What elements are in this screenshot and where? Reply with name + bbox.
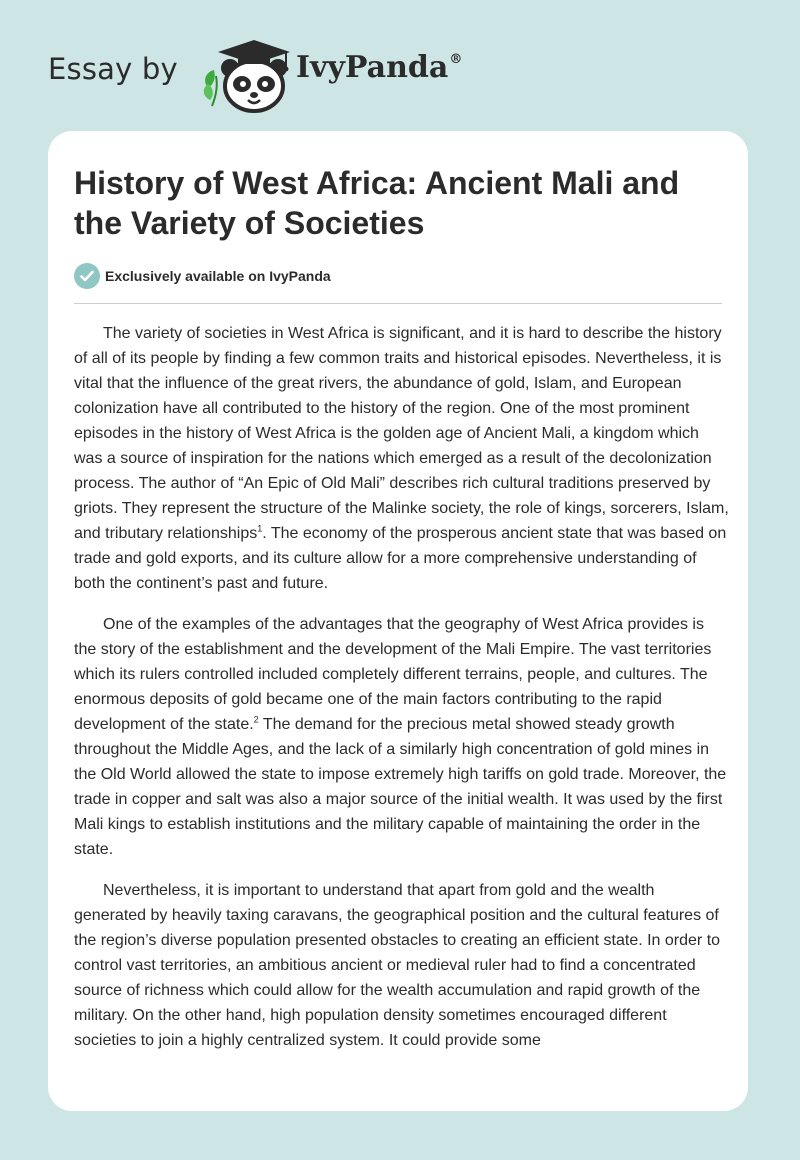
paragraph-1: [74, 321, 729, 596]
exclusive-label: Exclusively available on IvyPanda: [105, 268, 331, 284]
essay-by-label: Essay by: [48, 52, 178, 86]
paragraph-2-text-a: One of the examples of the advantages that the geography of West Africa provides is the story of the establishment and the development of the Mali Empire. The vast territories which its rulers controlled included completely different terrains, people, and cultures. The enormous deposits of gold became one of the main factors contributing to the rapid development of the state.: [74, 616, 712, 733]
paragraph-1-text-a: The variety of societies in West Africa is significant, and it is hard to describe the history of all of its people by finding a few common traits and historical episodes. Nevertheless, it is vital that the influence of the great rivers, the abundance of gold, Islam, and European colonization have all contributed to the history of the region. One of the most prominent episodes in the history of West Africa is the golden age of Ancient Mali, a kingdom which was a source of inspiration for the nations which emerged as a result of the decolonization process. The author of “An Epic of Old Mali” describes rich cultural traditions preserved by griots. They represent the structure of the Malinke society, the role of kings, sorcerers, Islam, and tributary relationships: [74, 325, 729, 542]
footnote-2[interactable]: 2: [253, 714, 259, 725]
registered-mark: ®: [449, 52, 463, 67]
paragraph-2: [74, 612, 729, 862]
site-header: [0, 30, 800, 120]
brand-text: IvyPanda: [296, 50, 449, 85]
paragraph-1-text-b: . The economy of the prosperous ancient state that was based on trade and gold exports, and its culture allow for a more comprehensive understanding of both the continent’s past and future.: [74, 525, 727, 592]
paragraph-3: Nevertheless, it is important to understand that apart from gold and the wealth generated by heavily taxing caravans, the geographical position and the cultural features of the region’s diverse population presented obstacles to creating an efficient state. In order to control vast territories, an ambitious ancient or medieval ruler had to find a concentrated source of richness which could allow for the wealth accumulation and rapid growth of the military. On the other hand, high population density sometimes encouraged different societies to join a highly centralized system. It could provide some: [74, 882, 721, 1049]
page-title: History of West Africa: Ancient Mali and the Variety of Societies: [74, 165, 680, 241]
essay-body: [74, 321, 729, 1069]
divider: [74, 303, 722, 304]
check-circle-icon: [74, 263, 100, 289]
exclusive-badge: [74, 263, 331, 289]
paragraph-2-text-b: The demand for the precious metal showed steady growth throughout the Middle Ages, and the lack of a similarly high concentration of gold mines in the Old World allowed the state to impose extremely high tariffs on gold trade. Moreover, the trade in copper and salt was also a major source of the initial wealth. It was used by the first Mali kings to establish institutions and the military capable of maintaining the order in the state.: [74, 716, 727, 858]
essay-card: [48, 131, 748, 1111]
panda-graduate-logo-icon[interactable]: [200, 34, 310, 114]
brand-name[interactable]: [296, 50, 462, 85]
footnote-1[interactable]: 1: [257, 523, 263, 534]
